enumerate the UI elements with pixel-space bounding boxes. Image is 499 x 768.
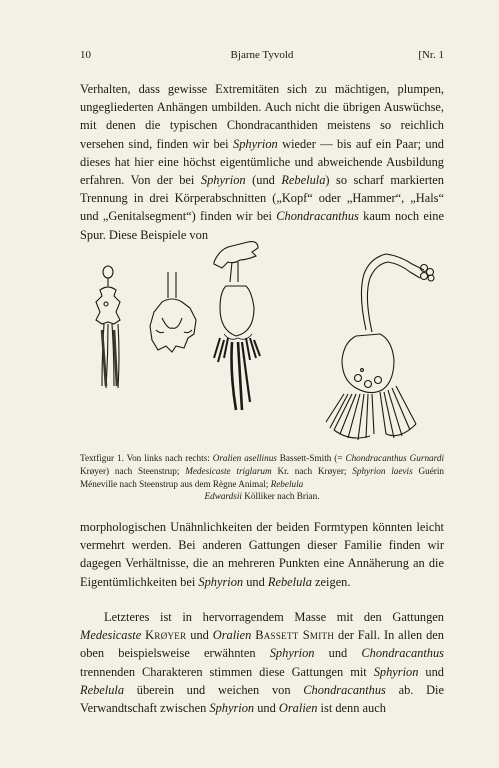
- text-figure-1: [80, 234, 444, 448]
- species-name: Chondracanthus Gurnardi: [345, 453, 445, 463]
- genus-name: Medesicaste: [80, 628, 142, 643]
- paragraph-1: [80, 80, 444, 244]
- genus-name: Sphyrion: [209, 701, 255, 716]
- text-run: Krøyer) nach Steenstrup;: [80, 465, 186, 476]
- text-run: und: [418, 664, 444, 679]
- text-run: und: [243, 574, 268, 589]
- genus-name: Sphyrion: [373, 664, 419, 679]
- text-run: und: [254, 701, 279, 716]
- text-run: Verhalten, dass gewisse Extremitäten sich zu mächtigen, plumpen, ungegliederten Anhängen umbilden. Auch nicht die übrigen Auswüchse, mit denen die typischen Chondracanthiden meistens so reichlich versehen sind, finden wir bei: [80, 82, 444, 151]
- text-run: wieder — bis auf ein Paar; und dieses hat hier eine höchst eigentümliche und abweichende Ausbildung erfahren. Von der bei: [80, 136, 445, 188]
- rebelula-illustration: [326, 254, 434, 440]
- author-name: Bassett Smith: [255, 628, 335, 643]
- text-run: Guérin Méneville nach Steenstrup aus dem Règne Animal;: [80, 465, 445, 489]
- text-run: trennenden Charakteren stimmen diese Gattungen mit: [80, 664, 374, 679]
- genus-name: Chondracanthus: [361, 646, 444, 661]
- genus-name: Rebelula: [281, 173, 326, 188]
- genus-name: Sphyrion: [200, 173, 246, 188]
- species-name: Rebelula: [270, 478, 304, 489]
- text-run: überein und weichen von: [124, 682, 304, 697]
- author-name: Krøyer: [145, 628, 187, 643]
- page-header: [80, 49, 444, 65]
- genus-name: Oralien: [212, 628, 252, 643]
- genus-name: Sphyrion: [233, 136, 278, 151]
- text-run: zeigen.: [311, 574, 351, 589]
- text-run: ab. Die Verwandtschaft zwischen: [80, 682, 444, 716]
- sphyrion-illustration: [214, 242, 260, 410]
- text-run: Kölliker nach Brian.: [241, 491, 320, 502]
- oralien-illustration: [96, 266, 120, 388]
- paragraph-2: [80, 518, 444, 591]
- genus-name: Chondracanthus: [276, 209, 359, 224]
- text-run: und: [314, 646, 362, 661]
- caption-label: Textfigur 1. Von links nach rechts:: [80, 453, 213, 463]
- text-run: (und: [245, 173, 282, 188]
- text-run: kaum noch eine Spur. Diese Beispiele von: [80, 209, 444, 242]
- text-run: Kr. nach Krøyer;: [271, 465, 353, 476]
- text-run: ist denn auch: [317, 701, 386, 716]
- species-name: Medesicaste triglarum: [185, 465, 272, 476]
- copepod-illustrations: [80, 234, 444, 448]
- species-name: Edwardsii: [204, 491, 242, 502]
- genus-name: Sphyrion: [198, 574, 244, 589]
- genus-name: Chondracanthus: [303, 682, 386, 697]
- page-number: 10: [80, 49, 91, 61]
- figure-caption: [80, 452, 444, 503]
- caption-last-line: [80, 490, 444, 503]
- text-run: der Fall. In allen den oben beispielsweise erwähnten: [80, 628, 444, 661]
- text-run: ) so scharf markierten Trennung in drei Körperabschnitten („Kopf“ oder „Hammer“, „Hals“ und „Genitalsegment“) finden wir bei: [80, 173, 444, 224]
- genus-name: Rebelula: [267, 574, 312, 589]
- section-number: [Nr. 1: [418, 49, 444, 61]
- running-title: Bjarne Tyvold: [230, 49, 294, 61]
- paragraph-3: [80, 608, 444, 717]
- genus-name: Sphyrion: [269, 646, 315, 661]
- medesicaste-illustration: [150, 272, 196, 352]
- text-run: und: [186, 628, 213, 643]
- genus-name: Rebelula: [80, 682, 125, 697]
- text-run: Letzteres ist in hervorragendem Masse mit den Gattungen: [104, 610, 444, 624]
- text-run: morphologischen Unähnlichkeiten der beiden Formtypen könnten leicht vermehrt werden. Bei anderen Gattungen dieser Familie finden wir dagegen Verhältnisse, die an mehreren Punkten eine Annäherung an die Eigentümlichkeiten bei: [80, 520, 444, 589]
- genus-name: Oralien: [278, 701, 318, 716]
- species-name: Sphyrion laevis: [352, 465, 413, 476]
- species-name: Oralien asellinus: [212, 453, 277, 463]
- text-run: Bassett-Smith (=: [276, 453, 346, 463]
